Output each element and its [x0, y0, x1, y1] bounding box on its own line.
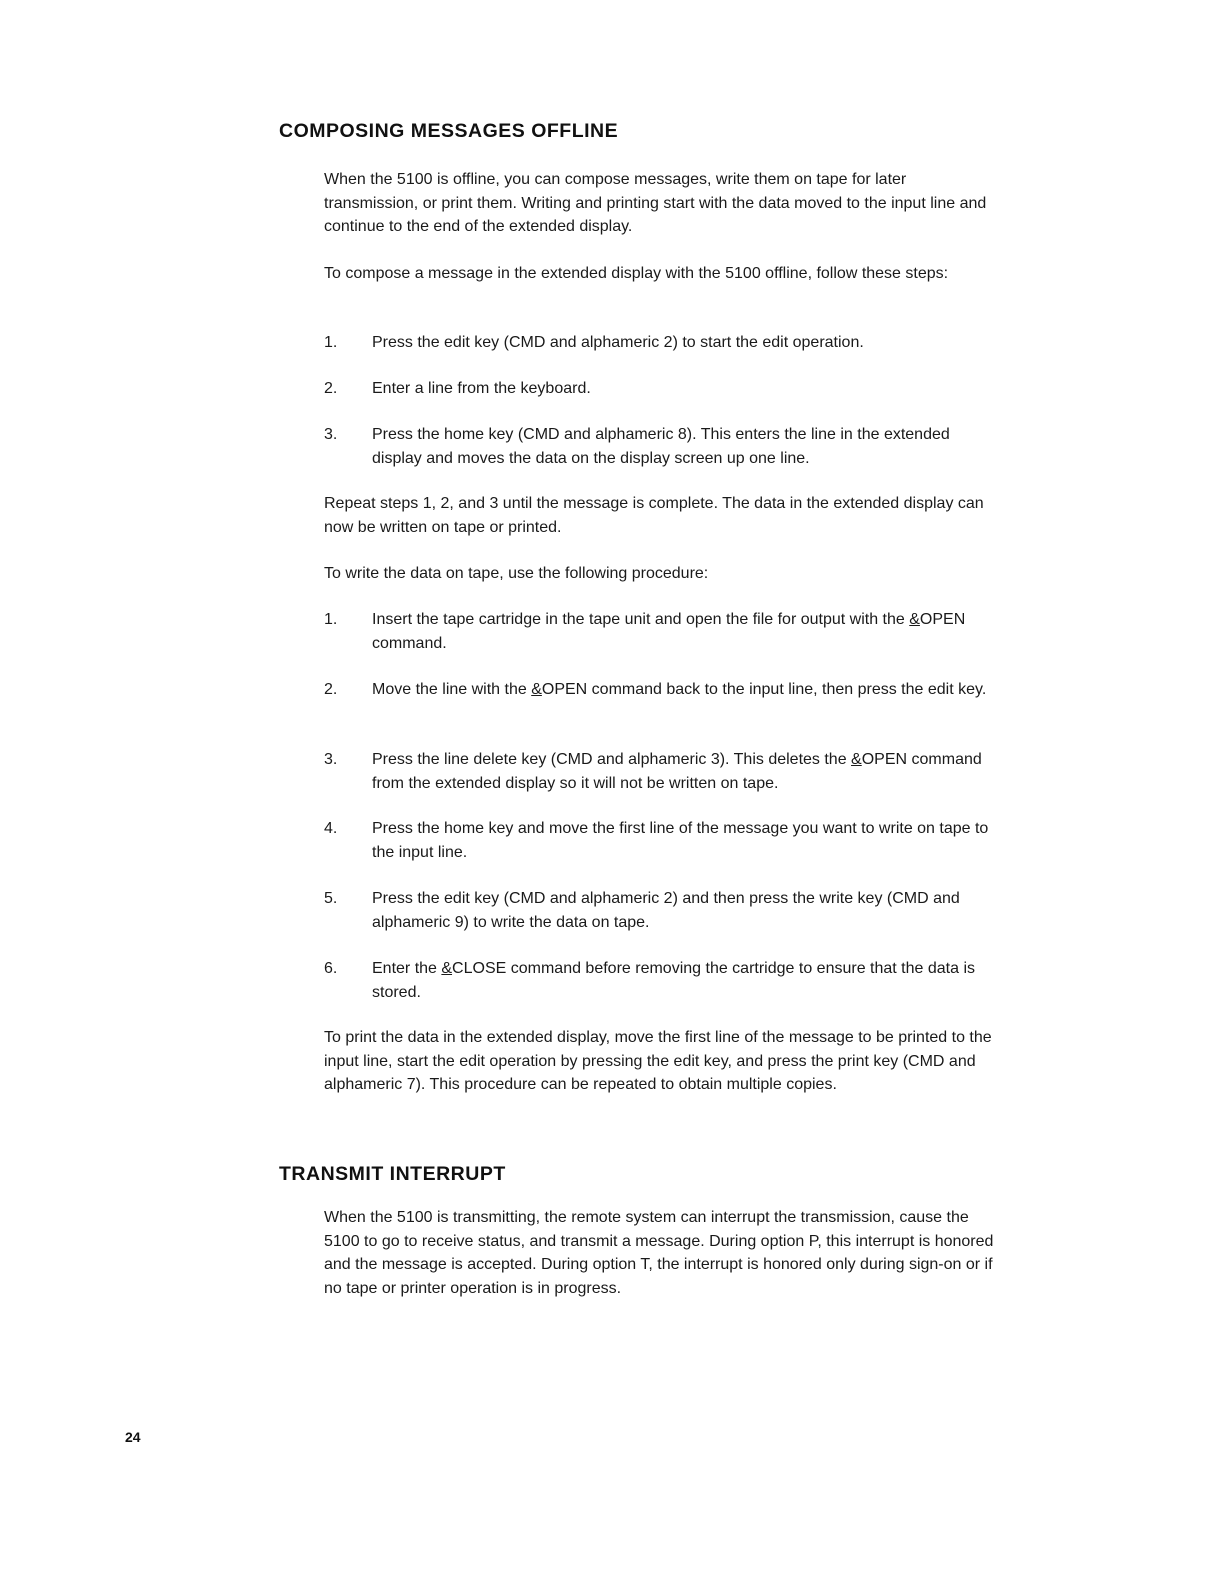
step-text: Press the home key (CMD and alphameric 8). This enters the line in the extended display and moves the data on the display screen up one line. — [372, 426, 950, 467]
section-heading-transmit-interrupt: TRANSMIT INTERRUPT — [279, 1163, 506, 1185]
tape-step — [324, 608, 996, 655]
intro-paragraph: When the 5100 is offline, you can compose messages, write them on tape for later transmission, or print them. Writing and printing start with the data moved to the input line and continue to the end of the extended display. — [324, 171, 987, 235]
step-text: Move the line with the &OPEN command back to the input line, then press the edit key. — [372, 681, 987, 698]
step-number: 3. — [324, 751, 338, 768]
ampersand-underlined: & — [909, 611, 920, 628]
step-number: 3. — [324, 426, 338, 443]
compose-step — [324, 423, 996, 470]
step-text: Press the home key and move the first line of the message you want to write on tape to the input line. — [372, 820, 989, 861]
step-number: 1. — [324, 611, 338, 628]
ampersand-underlined: & — [851, 751, 862, 768]
ampersand-underlined: & — [441, 960, 453, 977]
print-note-paragraph: To print the data in the extended display, move the first line of the message to be printed to the input line, start the edit operation by pressing the edit key, and press the print key (CMD and alphameric 7). This procedure can be repeated to obtain multiple copies. — [324, 1029, 992, 1093]
compose-step — [324, 331, 996, 355]
step-text: Enter the &CLOSE command before removing the cartridge to ensure that the data is stored. — [372, 960, 975, 1001]
step-text: Press the edit key (CMD and alphameric 2) and then press the write key (CMD and alphameric 9) to write the data on tape. — [372, 890, 960, 931]
compose-step — [324, 377, 996, 401]
step-number: 2. — [324, 681, 338, 698]
transmit-interrupt-paragraph: When the 5100 is transmitting, the remote system can interrupt the transmission, cause the 5100 to go to receive status, and transmit a message. During option P, this interrupt is honored and the message is accepted. During option T, the interrupt is honored only during sign-on or if no tape or printer operation is in progress. — [324, 1209, 994, 1297]
compose-lead-paragraph: To compose a message in the extended display with the 5100 offline, follow these steps: — [324, 265, 949, 282]
step-number: 4. — [324, 820, 338, 837]
step-number: 6. — [324, 960, 338, 977]
step-text: Press the line delete key (CMD and alphameric 3). This deletes the &OPEN command from the extended display so it will not be written on tape. — [372, 751, 982, 792]
step-number: 5. — [324, 890, 338, 907]
step-number: 2. — [324, 380, 338, 397]
tape-step — [324, 748, 996, 795]
step-text: Press the edit key (CMD and alphameric 2) to start the edit operation. — [372, 334, 864, 351]
page-number: 24 — [125, 1429, 141, 1445]
section-heading-composing: COMPOSING MESSAGES OFFLINE — [279, 120, 619, 142]
tape-step — [324, 957, 996, 1004]
tape-step — [324, 887, 996, 934]
repeat-note-paragraph: Repeat steps 1, 2, and 3 until the message is complete. The data in the extended display can now be written on tape or printed. — [324, 495, 984, 536]
step-number: 1. — [324, 334, 338, 351]
step-text: Enter a line from the keyboard. — [372, 380, 591, 397]
tape-step — [324, 817, 996, 864]
tape-lead-paragraph: To write the data on tape, use the following procedure: — [324, 565, 709, 582]
tape-step — [324, 678, 996, 702]
ampersand-underlined: & — [531, 681, 542, 698]
step-text: Insert the tape cartridge in the tape unit and open the file for output with the &OPEN command. — [372, 611, 966, 652]
